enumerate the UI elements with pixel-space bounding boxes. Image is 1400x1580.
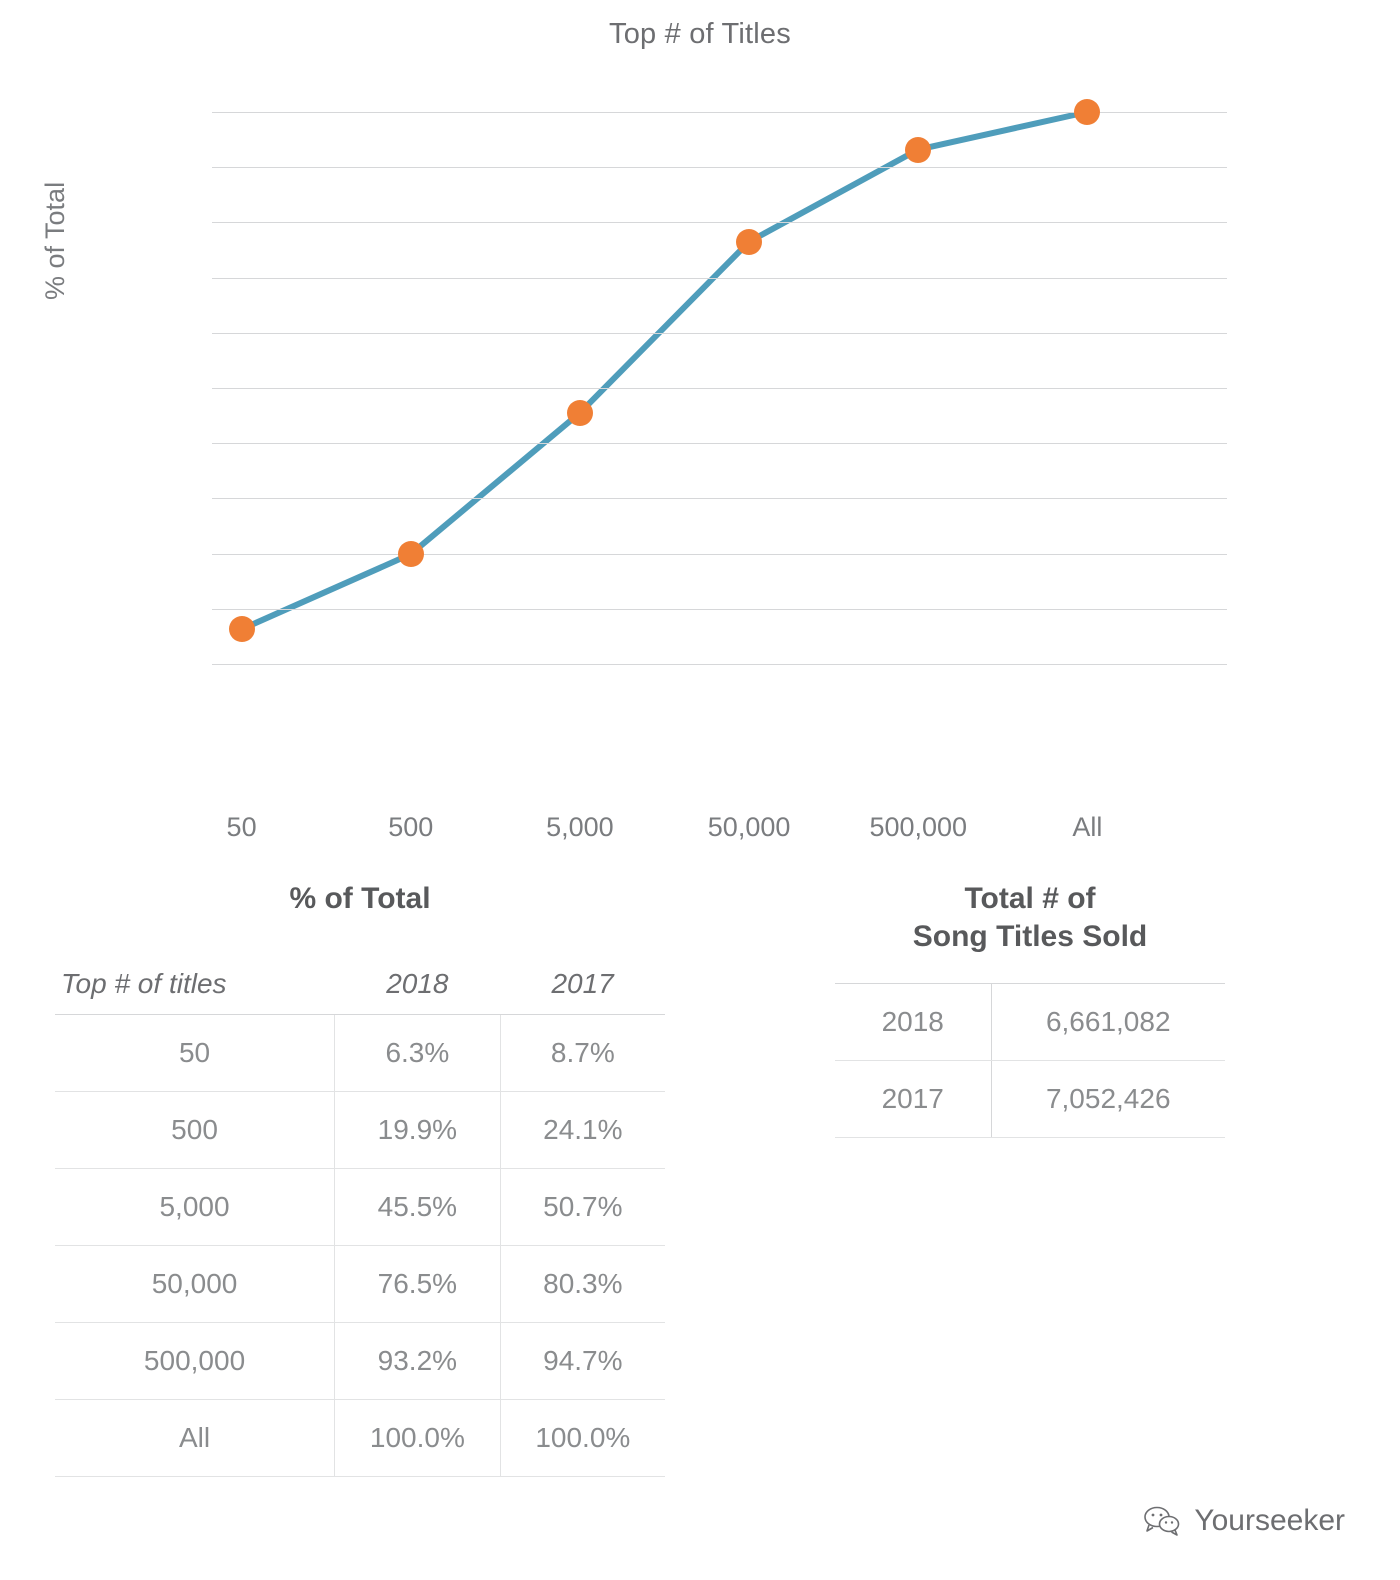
percent-of-total-table [55, 946, 665, 1477]
cell-2018: 100.0% [335, 1399, 501, 1476]
table-row [55, 1399, 665, 1476]
column-header-2018: 2018 [335, 946, 501, 1015]
y-axis-label: % of Total [40, 181, 70, 300]
x-axis-tick: 5,000 [546, 812, 614, 842]
gridline [212, 333, 1227, 334]
table-row [55, 1014, 665, 1091]
cell-2017: 24.1% [500, 1091, 665, 1168]
total-titles-sold-caption-line1: Total # of [964, 882, 1096, 915]
gridline [212, 278, 1227, 279]
table-row [55, 1168, 665, 1245]
cell-2018: 76.5% [335, 1245, 501, 1322]
tables-panel [0, 880, 1400, 1580]
cell-2017: 94.7% [500, 1322, 665, 1399]
x-axis-tick: All [1072, 812, 1103, 842]
watermark-label: Yourseeker [1194, 1504, 1345, 1537]
table-header-row [55, 946, 665, 1015]
gridline [212, 167, 1227, 168]
cell-year: 2017 [835, 1061, 991, 1138]
percent-table-body [55, 1014, 665, 1476]
data-point-marker [905, 137, 931, 163]
data-point-marker [229, 616, 255, 642]
total-titles-sold-caption-line2: Song Titles Sold [912, 919, 1148, 953]
table-row [55, 1322, 665, 1399]
wechat-logo-icon [1142, 1504, 1182, 1538]
cell-top-titles: 50,000 [55, 1245, 335, 1322]
x-axis-tick: 50,000 [707, 812, 791, 842]
cell-2017: 80.3% [500, 1245, 665, 1322]
cell-2018: 19.9% [335, 1091, 501, 1168]
percent-of-total-caption: % of Total [289, 882, 431, 915]
cell-2018: 45.5% [335, 1168, 501, 1245]
column-header-2017: 2017 [500, 946, 665, 1015]
data-point-marker [398, 541, 424, 567]
gridline [212, 609, 1227, 610]
table-row [835, 1061, 1225, 1138]
gridline [212, 554, 1227, 555]
cell-2017: 100.0% [500, 1399, 665, 1476]
x-axis-tick: 50 [226, 812, 257, 842]
gridline [212, 388, 1227, 389]
percent-of-total-table-block [55, 880, 665, 1477]
cell-total-titles: 6,661,082 [991, 984, 1225, 1061]
cell-top-titles: 500,000 [55, 1322, 335, 1399]
cell-total-titles: 7,052,426 [991, 1061, 1225, 1138]
cell-top-titles: 5,000 [55, 1168, 335, 1245]
plot-area [212, 112, 1227, 842]
data-point-marker [736, 229, 762, 255]
x-axis-tick: 500 [388, 812, 434, 842]
chart-title: Top # of Titles [609, 18, 791, 50]
cell-2017: 8.7% [500, 1014, 665, 1091]
cell-top-titles: 500 [55, 1091, 335, 1168]
cell-year: 2018 [835, 984, 991, 1061]
total-titles-sold-table [835, 983, 1225, 1138]
watermark [1142, 1504, 1345, 1538]
table-row [55, 1091, 665, 1168]
total-titles-sold-block [835, 880, 1225, 1138]
totals-table-body [835, 984, 1225, 1138]
table-row [835, 984, 1225, 1061]
table-row [55, 1245, 665, 1322]
cell-2017: 50.7% [500, 1168, 665, 1245]
cell-top-titles: All [55, 1399, 335, 1476]
gridline [212, 498, 1227, 499]
gridline [212, 664, 1227, 665]
cell-2018: 93.2% [335, 1322, 501, 1399]
x-axis-tick: 500,000 [869, 812, 968, 842]
column-header-titles: Top # of titles [55, 946, 335, 1015]
total-titles-sold-caption [835, 880, 1225, 955]
data-point-marker [567, 400, 593, 426]
cell-top-titles: 50 [55, 1014, 335, 1091]
cell-2018: 6.3% [335, 1014, 501, 1091]
gridline [212, 222, 1227, 223]
gridline [212, 443, 1227, 444]
